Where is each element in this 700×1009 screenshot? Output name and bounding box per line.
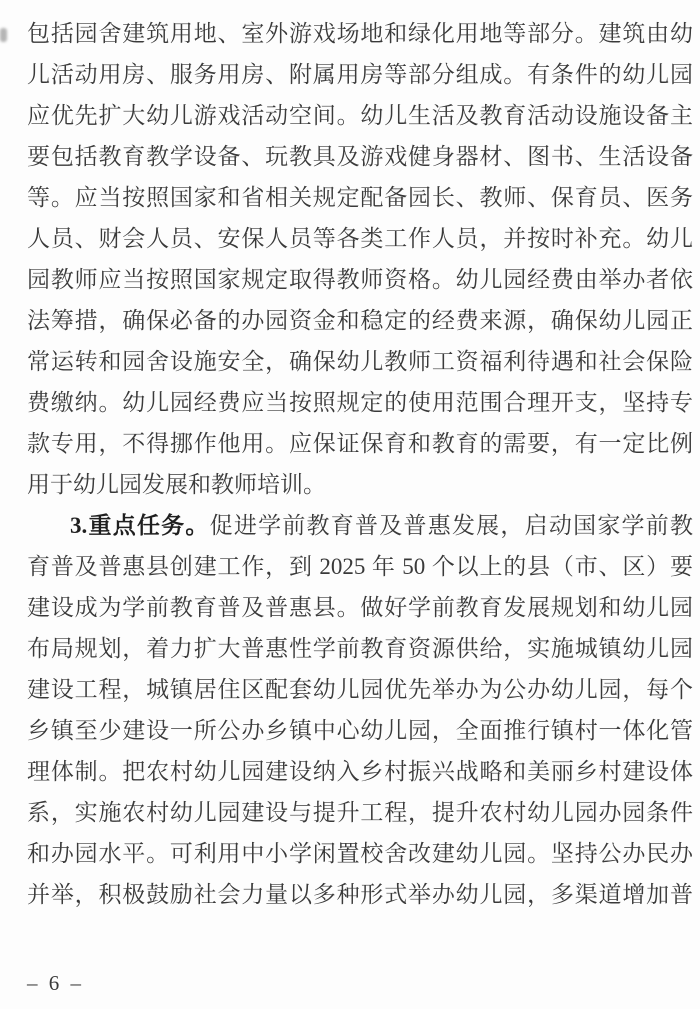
page-number: – 6 – bbox=[27, 971, 84, 995]
paragraph-key-tasks bbox=[27, 505, 693, 915]
text-line: 建设成为学前教育普及普惠县。做好学前教育发展规划和幼儿园 bbox=[27, 595, 693, 620]
text-line: 乡镇至少建设一所公办乡镇中心幼儿园，全面推行镇村一体化管 bbox=[27, 718, 693, 743]
text-line: 包括园舍建筑用地、室外游戏场地和绿化用地等部分。建筑由幼 bbox=[27, 21, 693, 46]
text-line: 和办园水平。可利用中小学闲置校舍改建幼儿园。坚持公办民办 bbox=[27, 841, 693, 866]
text-line: 款专用，不得挪作他用。应保证保育和教育的需要，有一定比例 bbox=[27, 431, 693, 456]
text-line: 人员、财会人员、安保人员等各类工作人员，并按时补充。幼儿 bbox=[27, 226, 693, 251]
text-line: 布局规划，着力扩大普惠性学前教育资源供给，实施城镇幼儿园 bbox=[27, 636, 693, 661]
paragraph-kindergarten-facilities bbox=[27, 13, 693, 505]
text-line: 系，实施农村幼儿园建设与提升工程，提升农村幼儿园办园条件 bbox=[27, 800, 693, 825]
text-line: 等。应当按照国家和省相关规定配备园长、教师、保育员、医务 bbox=[27, 185, 693, 210]
text-line: 儿活动用房、服务用房、附属用房等部分组成。有条件的幼儿园 bbox=[27, 62, 693, 87]
scan-artifact bbox=[0, 28, 7, 42]
body-text bbox=[27, 13, 693, 915]
bold-lead: 3.重点任务。 bbox=[70, 513, 210, 538]
text-line: 用于幼儿园发展和教师培训。 bbox=[27, 472, 326, 497]
text-line: 要包括教育教学设备、玩教具及游戏健身器材、图书、生活设备 bbox=[27, 144, 693, 169]
text-line: 3.重点任务。促进学前教育普及普惠发展，启动国家学前教 bbox=[70, 513, 693, 538]
text-line: 建设工程，城镇居住区配套幼儿园优先举办为公办幼儿园，每个 bbox=[27, 677, 693, 702]
text-line: 园教师应当按照国家规定取得教师资格。幼儿园经费由举办者依 bbox=[27, 267, 693, 292]
text-line: 费缴纳。幼儿园经费应当按照规定的使用范围合理开支，坚持专 bbox=[27, 390, 693, 415]
text-line: 法筹措，确保必备的办园资金和稳定的经费来源，确保幼儿园正 bbox=[27, 308, 693, 333]
text-line: 常运转和园舍设施安全，确保幼儿教师工资福利待遇和社会保险 bbox=[27, 349, 693, 374]
text-line: 育普及普惠县创建工作，到 2025 年 50 个以上的县（市、区）要 bbox=[27, 554, 693, 579]
text-line: 理体制。把农村幼儿园建设纳入乡村振兴战略和美丽乡村建设体 bbox=[27, 759, 693, 784]
text-line: 并举，积极鼓励社会力量以多种形式举办幼儿园，多渠道增加普 bbox=[27, 882, 693, 907]
text-line: 应优先扩大幼儿游戏活动空间。幼儿生活及教育活动设施设备主 bbox=[27, 103, 693, 128]
